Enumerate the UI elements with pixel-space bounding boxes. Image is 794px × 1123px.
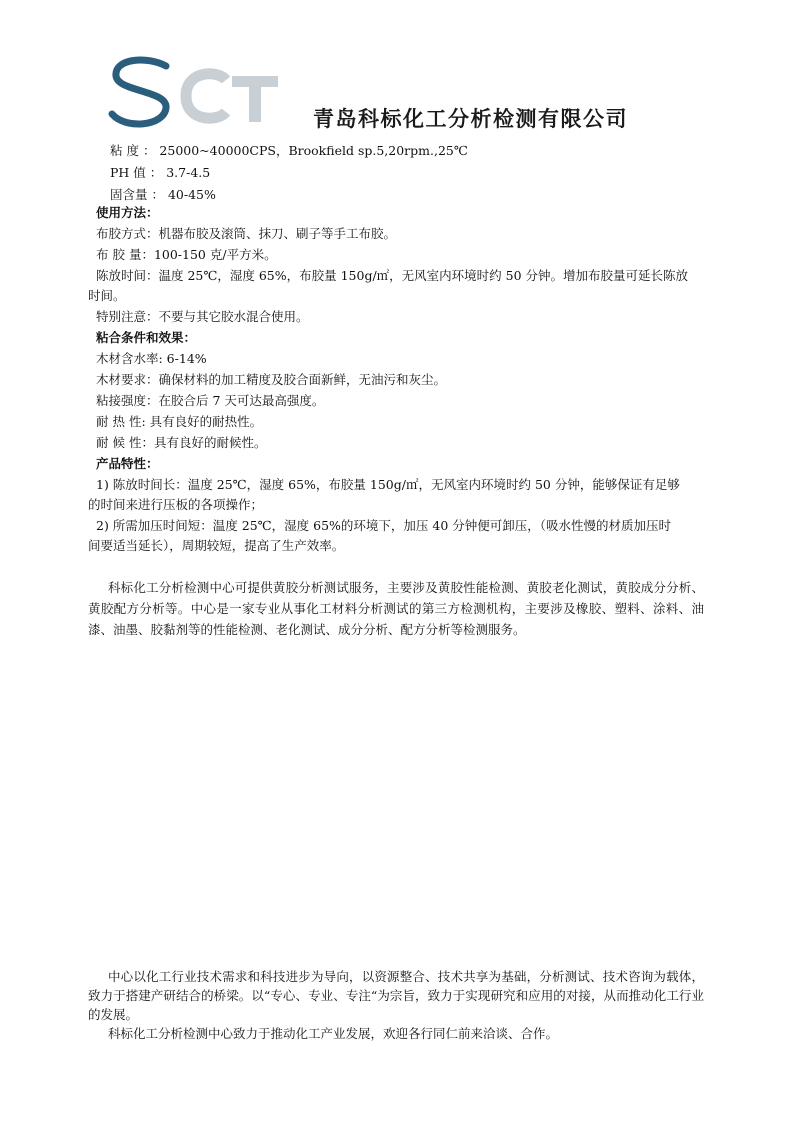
usage-open-time-cont: 时间。 — [88, 288, 126, 303]
bonding-strength: 粘接强度：在胶合后 7 天可达最高强度。 — [96, 393, 325, 408]
feature-item-2: 2) 所需加压时间短：温度 25℃，湿度 65%的环境下，加压 40 分钟便可卸压，（吸水性慢的材质加压时 — [96, 518, 672, 533]
usage-method: 布胶方式：机器布胶及滚筒、抹刀、刷子等手工布胶。 — [96, 226, 397, 241]
bonding-requirement: 木材要求：确保材料的加工精度及胶合面新鲜，无油污和灰尘。 — [96, 372, 447, 387]
bonding-heat: 耐 热 性: 具有良好的耐热性。 — [96, 414, 263, 429]
sct-logo — [108, 54, 308, 134]
spec-ph: PH 值 ： 3.7-4.5 — [110, 165, 211, 180]
spec-solids: 固含量 ： 40-45% — [110, 187, 216, 202]
usage-open-time: 陈放时间：温度 25℃，湿度 65%，布胶量 150g/㎡，无风室内环境时约 50 分钟。增加布胶量可延长陈放 — [96, 268, 689, 283]
usage-note: 特别注意：不要与其它胶水混合使用。 — [96, 309, 309, 324]
footer-paragraph-1: 中心以化工行业技术需求和科技进步为导向，以资源整合、技术共享为基础，分析测试、技术咨询为载体，致力于搭建产研结合的桥梁。以“专心、专业、专注“为宗旨，致力于实现研究和应用的对接，从而推动化工行业的发展。 — [88, 969, 704, 1022]
feature-item-1: 1) 陈放时间长：温度 25℃，湿度 65%，布胶量 150g/㎡，无风室内环境时约 50 分钟，能够保证有足够 — [96, 477, 680, 492]
service-paragraph: 科标化工分析检测中心可提供黄胶分析测试服务，主要涉及黄胶性能检测、黄胶老化测试，黄胶成分分析、黄胶配方分析等。中心是一家专业从事化工材料分析测试的第三方检测机构，主要涉及橡胶、塑料、涂料、油漆、油墨、胶黏剂等的性能检测、老化测试、成分分析、配方分析等检测服务。 — [88, 580, 704, 637]
footer-paragraph-2: 科标化工分析检测中心致力于推动化工产业发展，欢迎各行同仁前来洽谈、合作。 — [108, 1026, 559, 1041]
page-header — [108, 54, 708, 134]
feature-item-1-cont: 的时间来进行压板的各项操作； — [88, 497, 264, 512]
usage-heading: 使用方法： — [96, 205, 159, 220]
spec-viscosity: 粘 度 ： 25000~40000CPS，Brookfield sp.5,20rpm.,25℃ — [110, 143, 468, 158]
usage-amount: 布 胶 量：100-150 克/平方米。 — [96, 247, 277, 262]
bonding-heading: 粘合条件和效果： — [96, 330, 197, 345]
feature-item-2-cont: 间要适当延长），周期较短，提高了生产效率。 — [88, 538, 345, 553]
bonding-weather: 耐 候 性：具有良好的耐候性。 — [96, 435, 267, 450]
bonding-moisture: 木材含水率: 6-14% — [96, 351, 207, 366]
features-heading: 产品特性： — [96, 456, 159, 471]
company-name: 青岛科标化工分析检测有限公司 — [313, 107, 628, 131]
